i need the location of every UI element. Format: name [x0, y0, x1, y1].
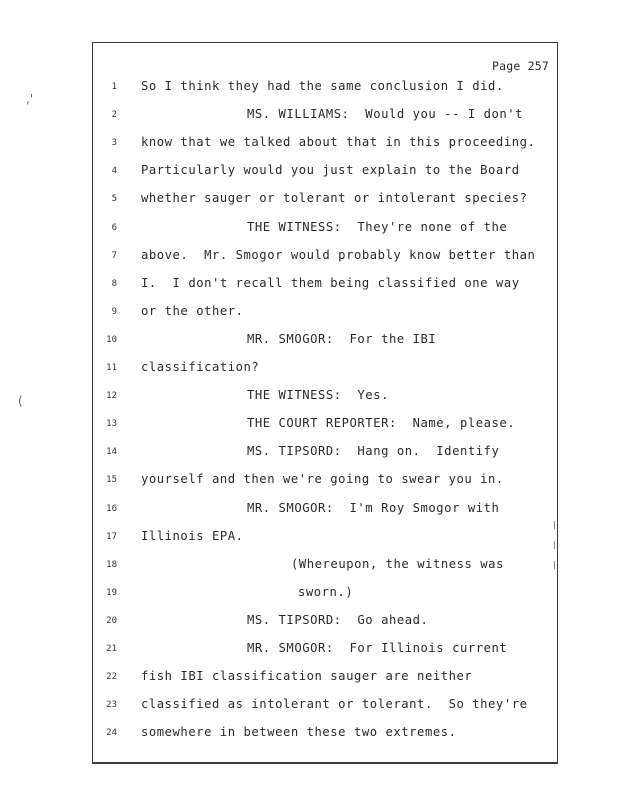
line-text: MS. TIPSORD: Go ahead. [247, 612, 429, 627]
line-number: 9 [111, 306, 117, 317]
transcript-line [93, 557, 557, 577]
transcript-line [93, 725, 557, 745]
line-number: 12 [106, 391, 117, 402]
transcript-line [93, 501, 557, 521]
line-number: 7 [111, 250, 117, 261]
transcript-line [93, 191, 557, 211]
line-number: 22 [106, 672, 117, 683]
transcript-line [93, 107, 557, 127]
line-text: THE COURT REPORTER: Name, please. [247, 416, 516, 431]
line-text: somewhere in between these two extremes. [141, 725, 457, 740]
line-text: So I think they had the same conclusion I did. [141, 79, 504, 93]
transcript-line [93, 163, 557, 183]
line-number: 11 [106, 363, 117, 373]
line-text: yourself and then we're going to swear you in. [141, 472, 504, 487]
line-text: MR. SMOGOR: I'm Roy Smogor with [247, 500, 500, 515]
line-number: 2 [111, 110, 117, 121]
line-number: 8 [111, 278, 117, 289]
line-number: 19 [106, 587, 117, 598]
line-text: THE WITNESS: They're none of the [247, 219, 508, 234]
transcript-line [93, 529, 557, 549]
line-text: I. I don't recall them being classified one way [141, 275, 520, 290]
transcript-line [93, 360, 557, 380]
line-text: (Whereupon, the witness was [291, 556, 504, 571]
transcript-line [93, 248, 557, 268]
transcript-line [93, 332, 557, 352]
line-number: 5 [111, 194, 117, 205]
transcript-line [93, 472, 557, 492]
line-text: above. Mr. Smogor would probably know better than [141, 247, 536, 262]
line-number: 14 [106, 447, 117, 458]
line-text: MR. SMOGOR: For the IBI [247, 331, 437, 346]
margin-scan-mark-middle: ( [18, 394, 23, 408]
transcript-line [93, 135, 557, 155]
line-number: 24 [106, 728, 117, 739]
line-number: 10 [106, 334, 117, 345]
line-text: MS. WILLIAMS: Would you -- I don't [247, 107, 524, 122]
transcript-line [93, 79, 557, 99]
line-text: whether sauger or tolerant or intolerant species? [141, 191, 528, 206]
line-text: MR. SMOGOR: For Illinois current [247, 641, 508, 655]
transcript-page [92, 42, 558, 764]
transcript-line [93, 388, 557, 408]
transcript-line [93, 276, 557, 296]
transcript-line [93, 220, 557, 240]
line-number: 1 [111, 82, 117, 92]
transcript-line [93, 416, 557, 436]
line-text: MS. TIPSORD: Hang on. Identify [247, 444, 500, 459]
transcript-line [93, 304, 557, 324]
line-number: 18 [106, 559, 117, 570]
transcript-line [93, 585, 557, 605]
line-number: 21 [106, 644, 117, 654]
line-text: classified as intolerant or tolerant. So they're [141, 697, 528, 712]
line-number: 20 [106, 615, 117, 626]
transcript-line [93, 669, 557, 689]
line-text: Illinois EPA. [141, 528, 244, 543]
transcript-line [93, 697, 557, 717]
page-number: Page 257 [492, 59, 549, 73]
line-text: sworn.) [298, 584, 354, 599]
line-text: THE WITNESS: Yes. [247, 388, 389, 403]
transcript-line [93, 641, 557, 661]
line-number: 6 [111, 222, 117, 233]
transcript-line [93, 444, 557, 464]
line-number: 17 [106, 531, 117, 542]
line-number: 15 [106, 475, 117, 486]
line-number: 3 [111, 138, 117, 149]
line-text: fish IBI classification sauger are neither [141, 669, 473, 684]
line-text: know that we talked about that in this proceeding. [141, 135, 536, 150]
line-text: or the other. [141, 303, 244, 318]
line-number: 16 [106, 503, 117, 514]
line-text: Particularly would you just explain to the Board [141, 163, 520, 178]
margin-scan-mark-top: ,' [26, 92, 34, 106]
line-text: classification? [141, 360, 260, 374]
line-number: 13 [106, 419, 117, 430]
line-number: 4 [111, 166, 117, 177]
line-number: 23 [106, 700, 117, 711]
transcript-line [93, 613, 557, 633]
